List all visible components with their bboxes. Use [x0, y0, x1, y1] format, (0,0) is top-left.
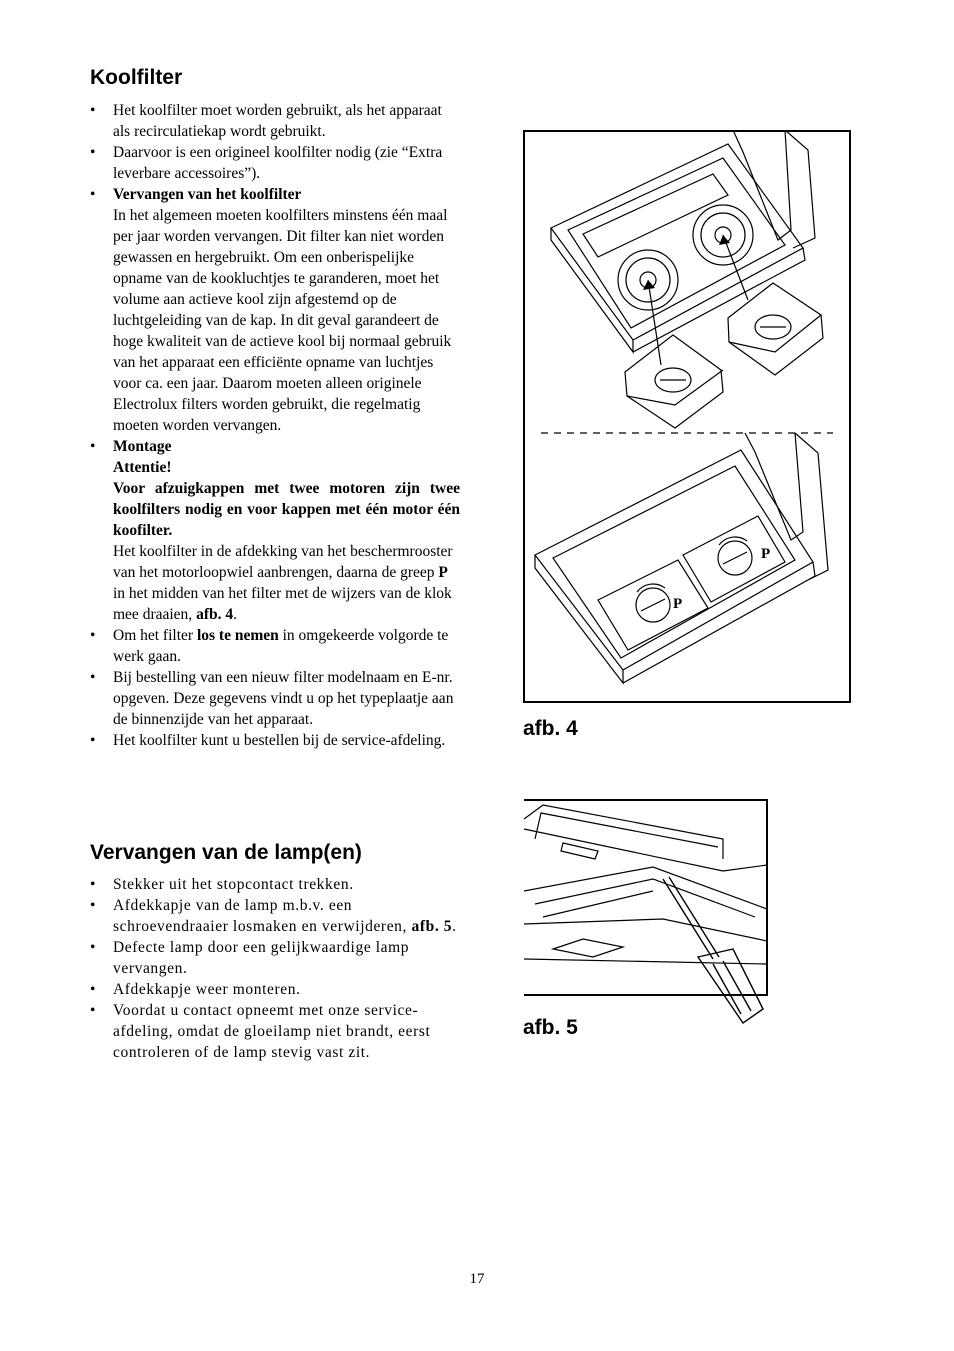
list-item — [90, 937, 460, 979]
figure-afb4 — [523, 130, 851, 703]
label-p-lower: P — [673, 596, 683, 612]
list-item — [90, 667, 460, 730]
list-item — [90, 625, 460, 667]
figure-afb5 — [523, 799, 773, 1027]
item-text: . — [452, 918, 457, 935]
list-item — [90, 436, 460, 625]
label-p-upper: P — [761, 546, 771, 562]
item-text: in het midden van het filter met de wijzers van de klok mee draaien, — [113, 585, 452, 623]
item-text: In het algemeen moeten koolfilters minstens één maal per jaar worden vervangen. Dit filter kan niet worden gewassen en hergebruikt. Om een onberispelijke opname van de kookluchtjes te garanderen, moet het volume aan actieve kool zijn afgestemd op de luchtgeleiding van de kap. In dit geval garandeert de hoge kwaliteit van de actieve kool bij normaal gebruik van het apparaat een efficiënte opname van luchtjes voor ca. een jaar. Daarom moeten alleen originele Electrolux filters worden gebruikt, die regelmatig moeten worden vervangen. — [113, 207, 452, 434]
lamp-list — [90, 874, 460, 1063]
item-text: Het koolfilter kunt u bestellen bij de service-afdeling. — [113, 732, 446, 749]
hood-filter-illustration — [523, 130, 851, 703]
item-heading: • Vervangen van het koolfilter — [113, 186, 302, 203]
page-number: 17 — [469, 1271, 485, 1287]
item-heading: • Montage — [113, 438, 172, 455]
grip-label: P — [438, 564, 448, 581]
item-text: Afdekkapje weer monteren. — [113, 981, 301, 998]
item-text: Het koolfilter in de afdekking van het beschermrooster van het motorloopwiel aanbrengen, daarna de greep — [113, 543, 453, 581]
list-item — [90, 142, 460, 184]
list-item — [90, 100, 460, 142]
item-bold: los te nemen — [196, 627, 279, 644]
figure-ref: afb. 4 — [196, 606, 234, 623]
item-text: . — [233, 606, 237, 623]
figure-caption-afb4: afb. 4 — [523, 717, 578, 740]
item-text: Defecte lamp door een gelijkwaardige lamp vervangen. — [113, 939, 410, 977]
koolfilter-list — [90, 100, 460, 751]
warning-text: Voor afzuigkappen met twee motoren zijn twee koolfilters nodig en voor kappen met één motor één koofilter. — [113, 480, 460, 539]
figure-caption-afb5: afb. 5 — [523, 1016, 578, 1039]
list-item — [90, 895, 460, 937]
list-item — [90, 184, 460, 436]
list-item — [90, 874, 460, 895]
list-item — [90, 1000, 460, 1063]
lamp-replacement-illustration — [523, 799, 773, 1027]
item-text: Om het filter — [113, 627, 194, 644]
item-text: Daarvoor is een origineel koolfilter nodig (zie “Extra leverbare accessoires”). — [113, 144, 443, 182]
item-text: Stekker uit het stopcontact trekken. — [113, 876, 354, 893]
list-item — [90, 979, 460, 1000]
figure-ref: afb. 5 — [411, 918, 453, 935]
item-text: Het koolfilter moet worden gebruikt, als het apparaat als recirculatiekap wordt gebruikt. — [113, 102, 442, 140]
attention-label: Attentie! — [113, 459, 172, 476]
item-text: in omgekeerde volgorde te werk gaan. — [113, 627, 449, 665]
item-text: Afdekkapje van de lamp m.b.v. een schroevendraaier losmaken en verwijderen, — [113, 897, 408, 935]
section-title-lamp: Vervangen van de lamp(en) — [90, 841, 362, 864]
item-text: Bij bestelling van een nieuw filter modelnaam en E-nr. opgeven. Deze gegevens vindt u op het typeplaatje aan de binnenzijde van het apparaat. — [113, 669, 454, 728]
section-title-koolfilter: Koolfilter — [90, 66, 183, 89]
list-item — [90, 730, 460, 751]
item-text: Voordat u contact opneemt met onze service-afdeling, omdat de gloeilamp niet brandt, eerst controleren of de lamp stevig vast zit. — [113, 1002, 431, 1061]
